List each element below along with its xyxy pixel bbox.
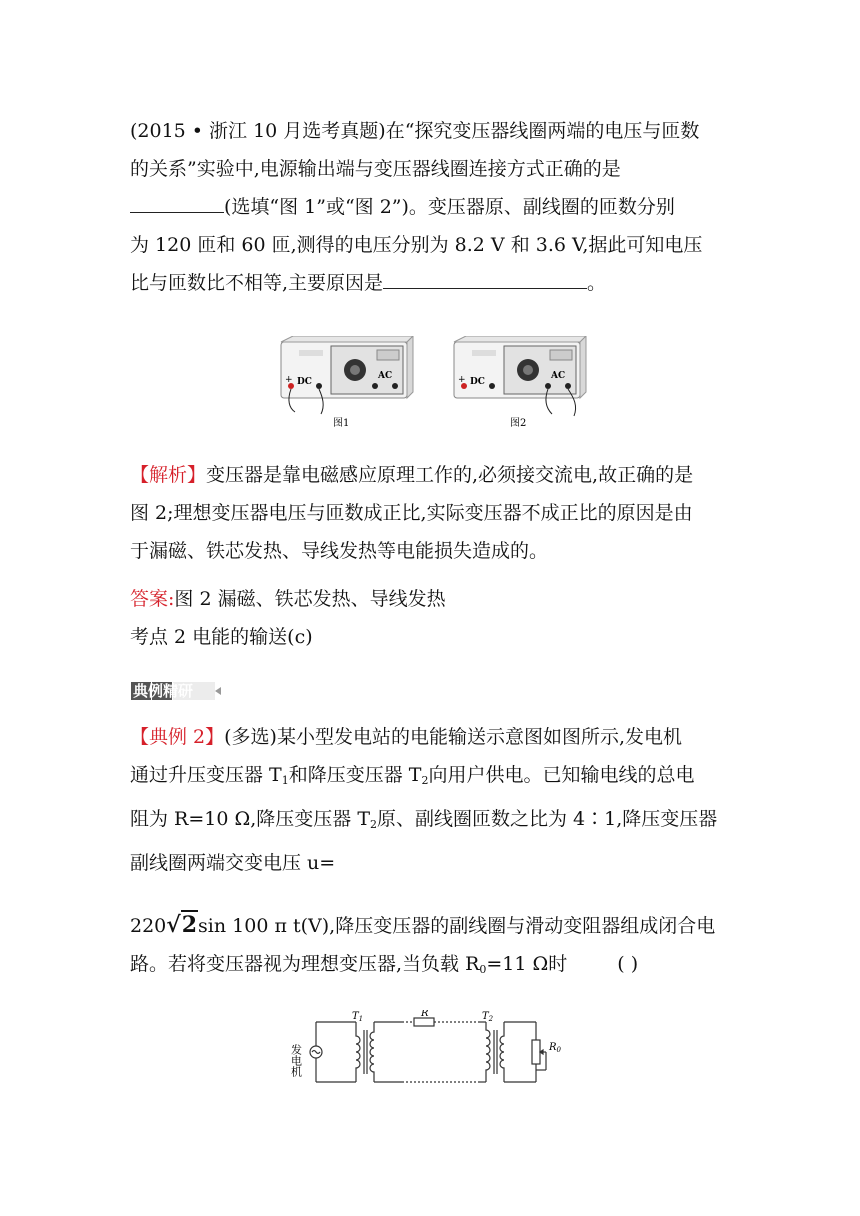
problem-1 [130,112,736,302]
t1-label: $T_1$ [352,1011,364,1023]
example-2-line-5: 220√2sin 100 π t(V),降压变压器的副线圈与滑动变阻器组成闭合电 [130,912,716,938]
figure-1-device [275,336,415,428]
svg-text:DC: DC [470,377,485,387]
svg-text:AC: AC [551,371,566,381]
example-2-line-1: 【典例 2】(多选)某小型发电站的电能输送示意图如图所示,发电机 [130,726,683,748]
problem-1-line-3: (选填“图 1”或“图 2”)。变压器原、副线圈的匝数分别 [130,188,736,226]
example-2-line-6: 路。若将变压器视为理想变压器,当负载 $R_0=11$ Ω时 ( ) [130,953,639,976]
analysis-label: 【解析】 [130,464,207,486]
example-2-line-3: 阻为 R=10 Ω,降压变压器 $T_2$原、副线圈匝数之比为 4∶1,降压变压器 [130,808,718,831]
problem-1-line-1: (2015 • 浙江 10 月选考真题)在“探究变压器线圈两端的电压与匝数 [130,120,700,142]
analysis [130,456,736,570]
problem-1-line-4: 为 120 匝和 60 匝,测得的电压分别为 8.2 V 和 3.6 V,据此可知电压 [130,234,703,256]
analysis-line-2: 图 2;理想变压器电压与匝数成正比,实际变压器不成正比的原因是由 [130,502,693,524]
figure-2-caption: 图2 [510,418,527,428]
answer-label: 答案: [130,588,175,610]
problem-1-line-5: 比与匝数比不相等,主要原因是 。 [130,264,736,302]
problem-1-line-2: 的关系”实验中,电源输出端与变压器线圈连接方式正确的是 [130,158,621,180]
t2-label: $T_2$ [482,1011,494,1023]
example-2-line-4: 副线圈两端交变电压 u= [130,852,336,874]
figure-2-device [448,336,588,428]
figure-1-caption: 图1 [333,418,350,428]
example-2-continued [130,906,736,989]
r0-label: $R_0$ [549,1042,561,1054]
section-title: 考点 2 电能的输送(c) [130,626,313,648]
sqrt-symbol: √2 [166,912,198,938]
answer-blank-1 [130,190,224,213]
analysis-line-1: 【解析】变压器是靠电磁感应原理工作的,必须接交流电,故正确的是 [130,464,694,486]
svg-text:DC: DC [297,377,312,387]
svg-text:+: + [285,375,293,385]
generator-label: 发电机 [290,1044,303,1077]
svg-text:AC: AC [378,371,393,381]
example-2-label: 【典例 2】 [130,726,225,748]
svg-text:+: + [458,375,466,385]
answer-blank-2 [383,266,587,289]
example-2-line-2: 通过升压变压器 $T_1$和降压变压器 $T_2$向用户供电。已知输电线的总电 [130,764,695,787]
example-2 [130,718,736,882]
answer-text: 图 2 漏磁、铁芯发热、导线发热 [174,588,446,610]
r-label: R [421,1010,429,1019]
answer [130,580,736,618]
section-tag-text: 典例精研 [133,682,194,700]
analysis-line-3: 于漏磁、铁芯发热、导线发热等电能损失造成的。 [130,540,549,562]
circuit-diagram [290,1010,580,1092]
section-tag-icon [131,680,227,702]
answer-paren: ( ) [617,953,639,975]
